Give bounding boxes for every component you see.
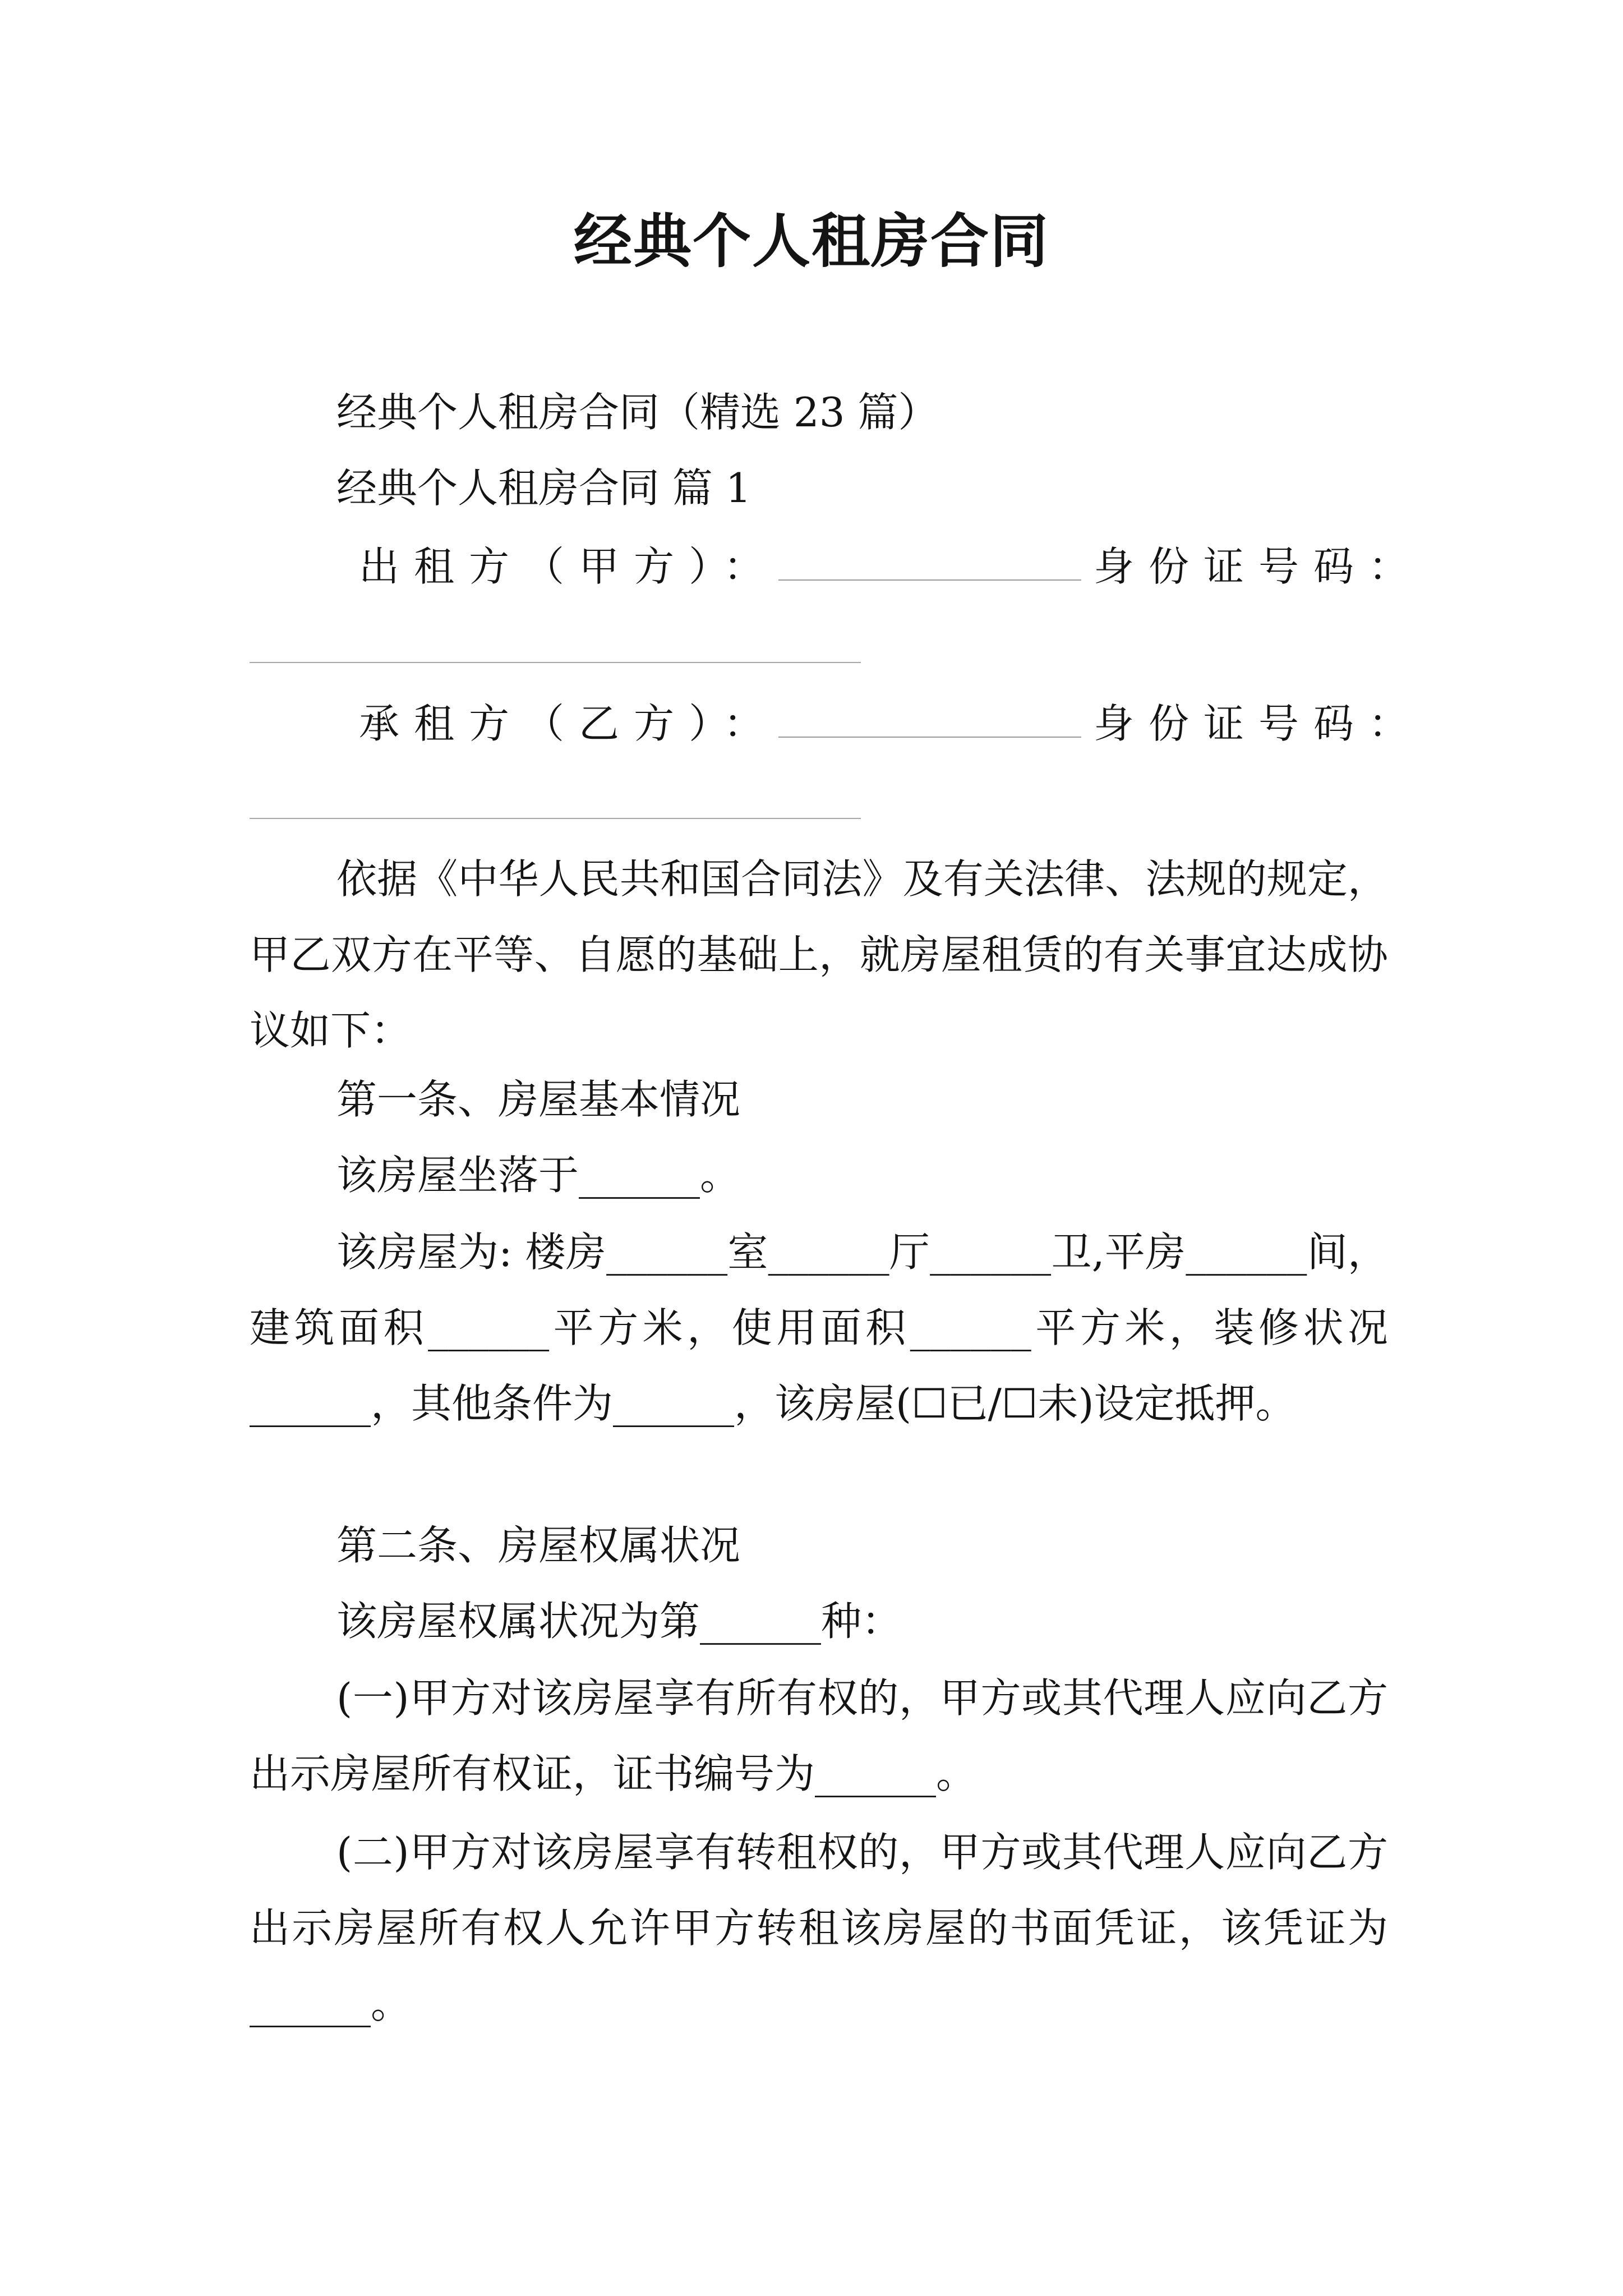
intro-paragraph: 依据《中华人民共和国合同法》及有关法律、法规的规定，甲乙双方在平等、自愿的基础上，就房屋租赁的有关事宜达成协议如下： bbox=[250, 855, 1388, 1054]
lessor-id-label: 身份证号码： bbox=[1094, 543, 1424, 590]
article1-detail: 该房屋为: 楼房______室______厅______卫,平房______间，建筑面积______平方米，使用面积______平方米，装修状况______，其他条件为______，该房屋(☐已/☐未)设定抵押。 bbox=[250, 1228, 1388, 1427]
article1-location: 该房屋坐落于______。 bbox=[336, 1152, 741, 1199]
article2-item2: (二)甲方对该房屋享有转租权的，甲方或其代理人应向乙方出示房屋所有权人允许甲方转租该房屋的书面凭证，该凭证为______。 bbox=[250, 1829, 1388, 2027]
lessee-id-label: 身份证号码： bbox=[1094, 700, 1424, 747]
article2-title: 第二条、房屋权属状况 bbox=[336, 1522, 741, 1569]
lessor-row bbox=[359, 539, 1423, 595]
lessor-name-blank bbox=[778, 542, 1081, 581]
lessor-id-blank bbox=[250, 662, 861, 663]
document-subtitle: 经典个人租房合同（精选 23 篇） bbox=[336, 389, 939, 436]
lessee-label: 承租方（乙方）： bbox=[359, 700, 779, 747]
lessee-id-blank bbox=[250, 818, 861, 819]
lessor-label: 出租方（甲方）： bbox=[359, 543, 779, 590]
article2-item1: (一)甲方对该房屋享有所有权的，甲方或其代理人应向乙方出示房屋所有权证，证书编号为______。 bbox=[250, 1674, 1388, 1797]
lessee-name-blank bbox=[778, 700, 1081, 738]
section-heading: 经典个人租房合同 篇 1 bbox=[336, 464, 751, 512]
article2-type: 该房屋权属状况为第______种： bbox=[336, 1598, 902, 1645]
document-title: 经典个人租房合同 bbox=[573, 206, 1049, 275]
lessee-row bbox=[359, 696, 1423, 752]
article1-title: 第一条、房屋基本情况 bbox=[336, 1076, 741, 1123]
